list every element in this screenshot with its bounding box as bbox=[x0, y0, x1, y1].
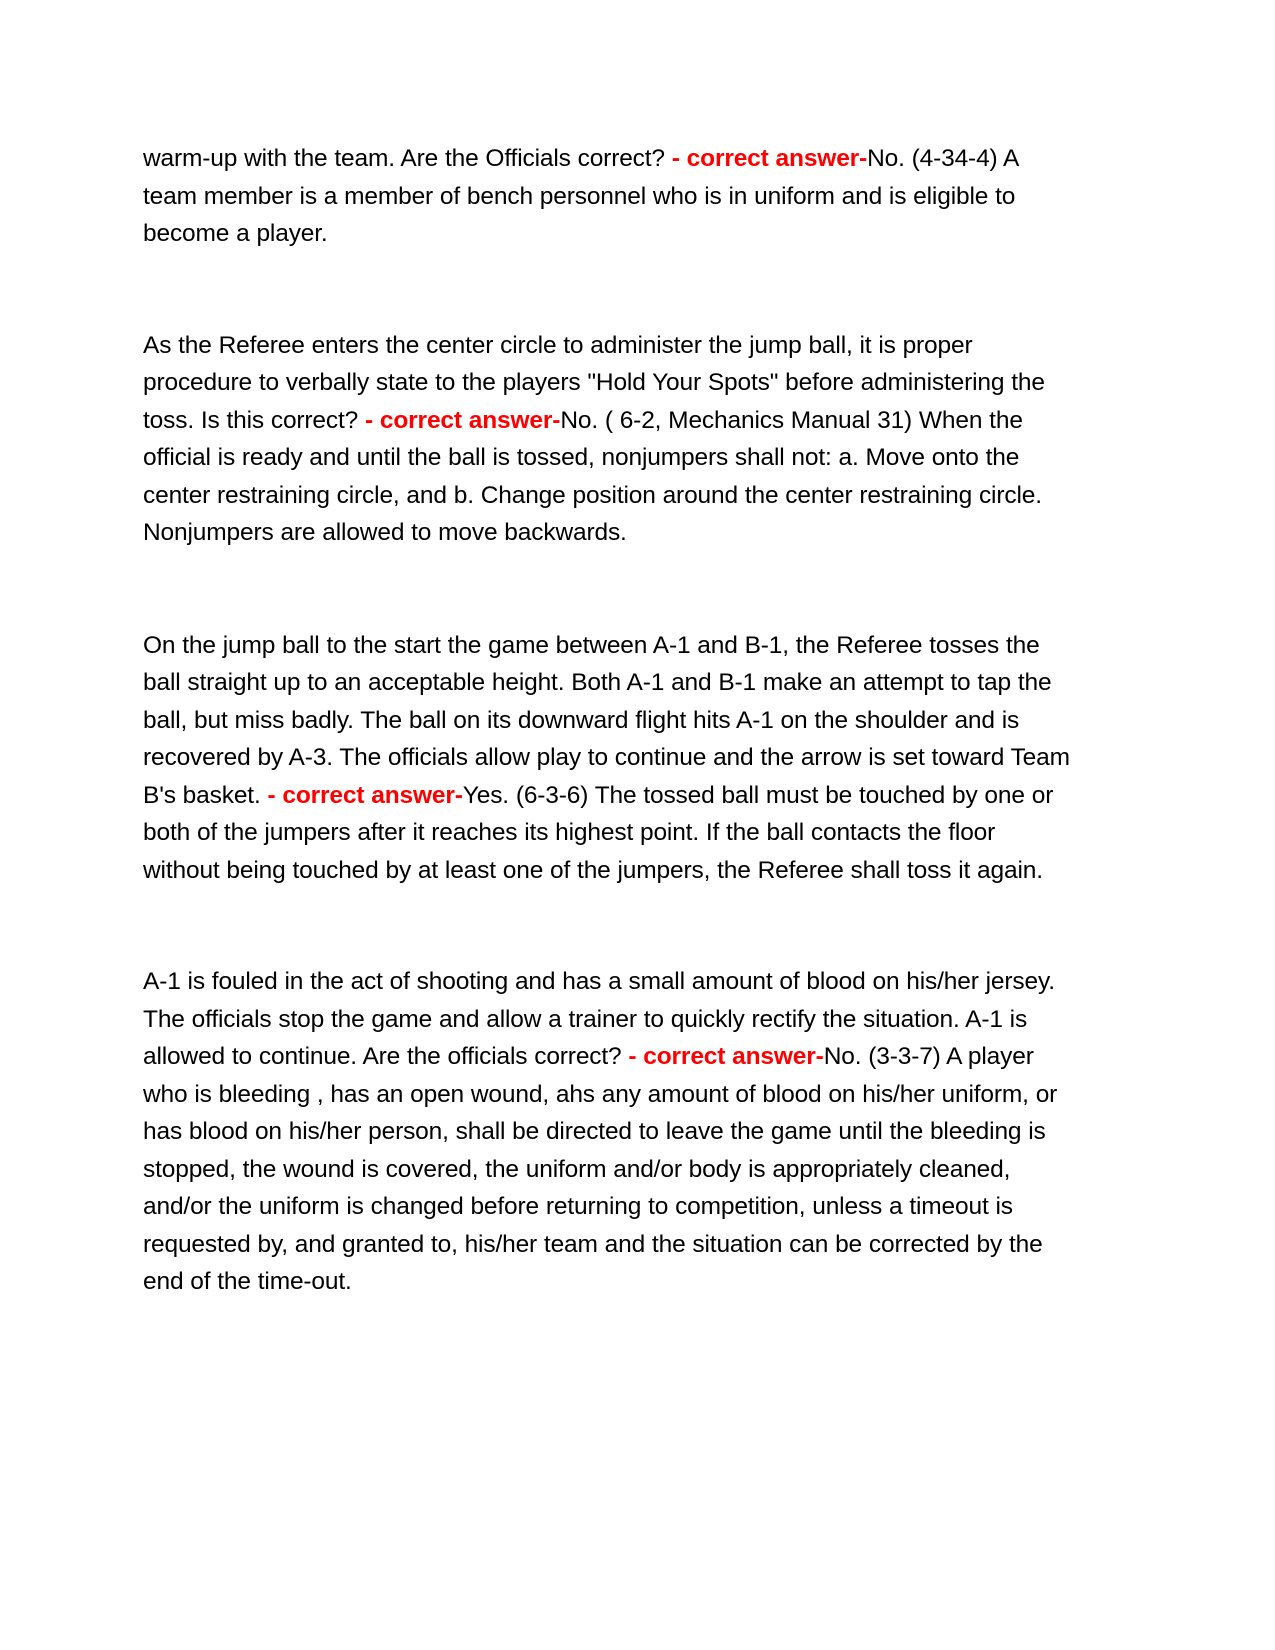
answer-text-3: Yes. (6-3-6) The tossed ball must be touched by one or both of the jumpers after it reaches its highest point. If the ball contacts the floor without being touched by at least one of the jumpers, the Referee shall toss it again. bbox=[143, 781, 1054, 884]
correct-answer-marker-4: - correct answer- bbox=[628, 1043, 824, 1070]
qa-paragraph-1 bbox=[143, 140, 1073, 253]
qa-paragraph-2 bbox=[143, 327, 1073, 552]
qa-paragraph-4 bbox=[143, 963, 1073, 1301]
correct-answer-marker-3: - correct answer- bbox=[267, 781, 463, 809]
question-text-3: On the jump ball to the start the game between A-1 and B-1, the Referee tosses the ball straight up to an acceptable height. Both A-1 and B-1 make an attempt to tap the ball, but miss badly. The ball on its downward flight hits A-1 on the shoulder and is recovered by A-3. The officials allow play to continue and the arrow is set toward Team B's basket. bbox=[143, 631, 1070, 809]
paragraph-spacer-2 bbox=[143, 552, 1073, 627]
paragraph-spacer-1 bbox=[143, 253, 1073, 327]
answer-text-1: No. (4-34-4) A team member is a member of bench personnel who is in uniform and is eligible to become a player. bbox=[143, 145, 1018, 247]
question-text-1: warm-up with the team. Are the Officials correct? bbox=[143, 145, 672, 172]
answer-text-2: No. ( 6-2, Mechanics Manual 31) When the official is ready and until the ball is tossed, nonjumpers shall not: a. Move onto the center restraining circle, and b. Change position around the center restraining circle. Nonjumpers are allowed to move backwards. bbox=[143, 406, 1042, 546]
qa-paragraph-3 bbox=[143, 627, 1073, 890]
document-body bbox=[143, 140, 1073, 1301]
answer-text-4: No. (3-3-7) A player who is bleeding , has an open wound, ahs any amount of blood on his/her uniform, or has blood on his/her person, shall be directed to leave the game until the bleeding is stopped, the wound is covered, the uniform and/or body is appropriately cleaned, and/or the uniform is changed before returning to competition, unless a timeout is requested by, and granted to, his/her team and the situation can be corrected by the end of the time-out. bbox=[143, 1043, 1058, 1295]
question-text-2: As the Referee enters the center circle to administer the jump ball, it is proper procedure to verbally state to the players "Hold Your Spots" before administering the toss. Is this correct? bbox=[143, 331, 1045, 434]
question-text-4: A-1 is fouled in the act of shooting and has a small amount of blood on his/her jersey. The officials stop the game and allow a trainer to quickly rectify the situation. A-1 is allowed to continue. Are the officials correct? bbox=[143, 968, 1055, 1070]
correct-answer-marker-2: - correct answer- bbox=[365, 406, 561, 434]
paragraph-spacer-3 bbox=[143, 889, 1073, 963]
correct-answer-marker-1: - correct answer- bbox=[671, 145, 868, 172]
